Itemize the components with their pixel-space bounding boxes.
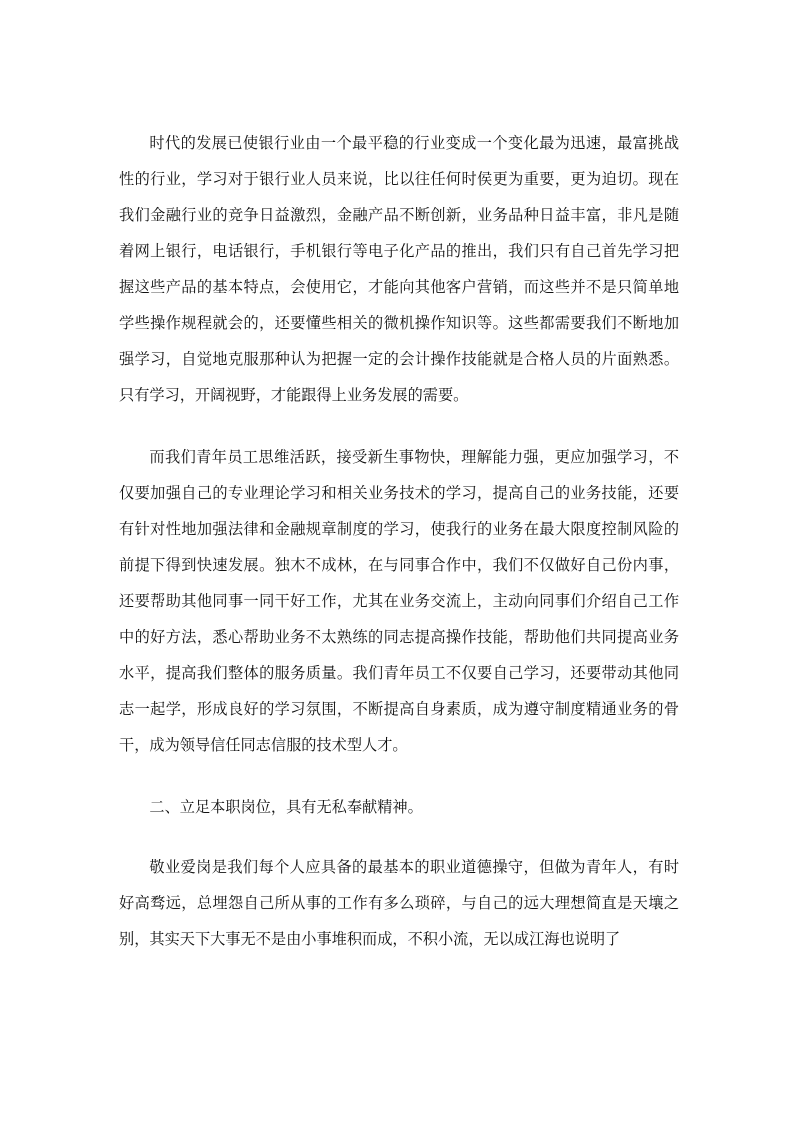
paragraph-1: 时代的发展已使银行业由一个最平稳的行业变成一个变化最为迅速，最富挑战性的行业，学习对于银行业人员来说，比以往任何时侯更为重要，更为迫切。现在我们金融行业的竞争日益激烈，金融产品不断创新，业务品种日益丰富，非凡是随着网上银行，电话银行，手机银行等电子化产品的推出，我们只有自己首先学习把握这些产品的基本特点，会使用它，才能向其他客户营销，而这些并不是只简单地学些操作规程就会的，还要懂些相关的微机操作知识等。这些都需要我们不断地加强学习，自觉地克服那种认为把握一定的会计操作技能就是合格人员的片面熟悉。只有学习，开阔视野，才能跟得上业务发展的需要。 [119,134,679,404]
section-heading: 二、立足本职岗位，具有无私奉献精神。 [149,798,423,816]
paragraph-3: 敬业爱岗是我们每个人应具备的最基本的职业道德操守，但做为青年人，有时好高骛远，总埋怨自己所从事的工作有多么琐碎，与自己的远大理想简直是天壤之别，其实天下大事无不是由小事堆积而成，不积小流，无以成江海也说明了 [119,858,679,948]
paragraph-2: 而我们青年员工思维活跃，接受新生事物快，理解能力强，更应加强学习，不仅要加强自己的专业理论学习和相关业务技术的学习，提高自己的业务技能，还要有针对性地加强法律和金融规章制度的学习，使我行的业务在最大限度控制风险的前提下得到快速发展。独木不成林，在与同事合作中，我们不仅做好自己份内事，还要帮助其他同事一同干好工作，尤其在业务交流上，主动向同事们介绍自己工作中的好方法，悉心帮助业务不太熟练的同志提高操作技能，帮助他们共同提高业务水平，提高我们整体的服务质量。我们青年员工不仅要自己学习，还要带动其他同志一起学，形成良好的学习氛围，不断提高自身素质，成为遵守制度精通业务的骨干，成为领导信任同志信服的技术型人才。 [119,448,679,754]
document-body [119,125,679,983]
